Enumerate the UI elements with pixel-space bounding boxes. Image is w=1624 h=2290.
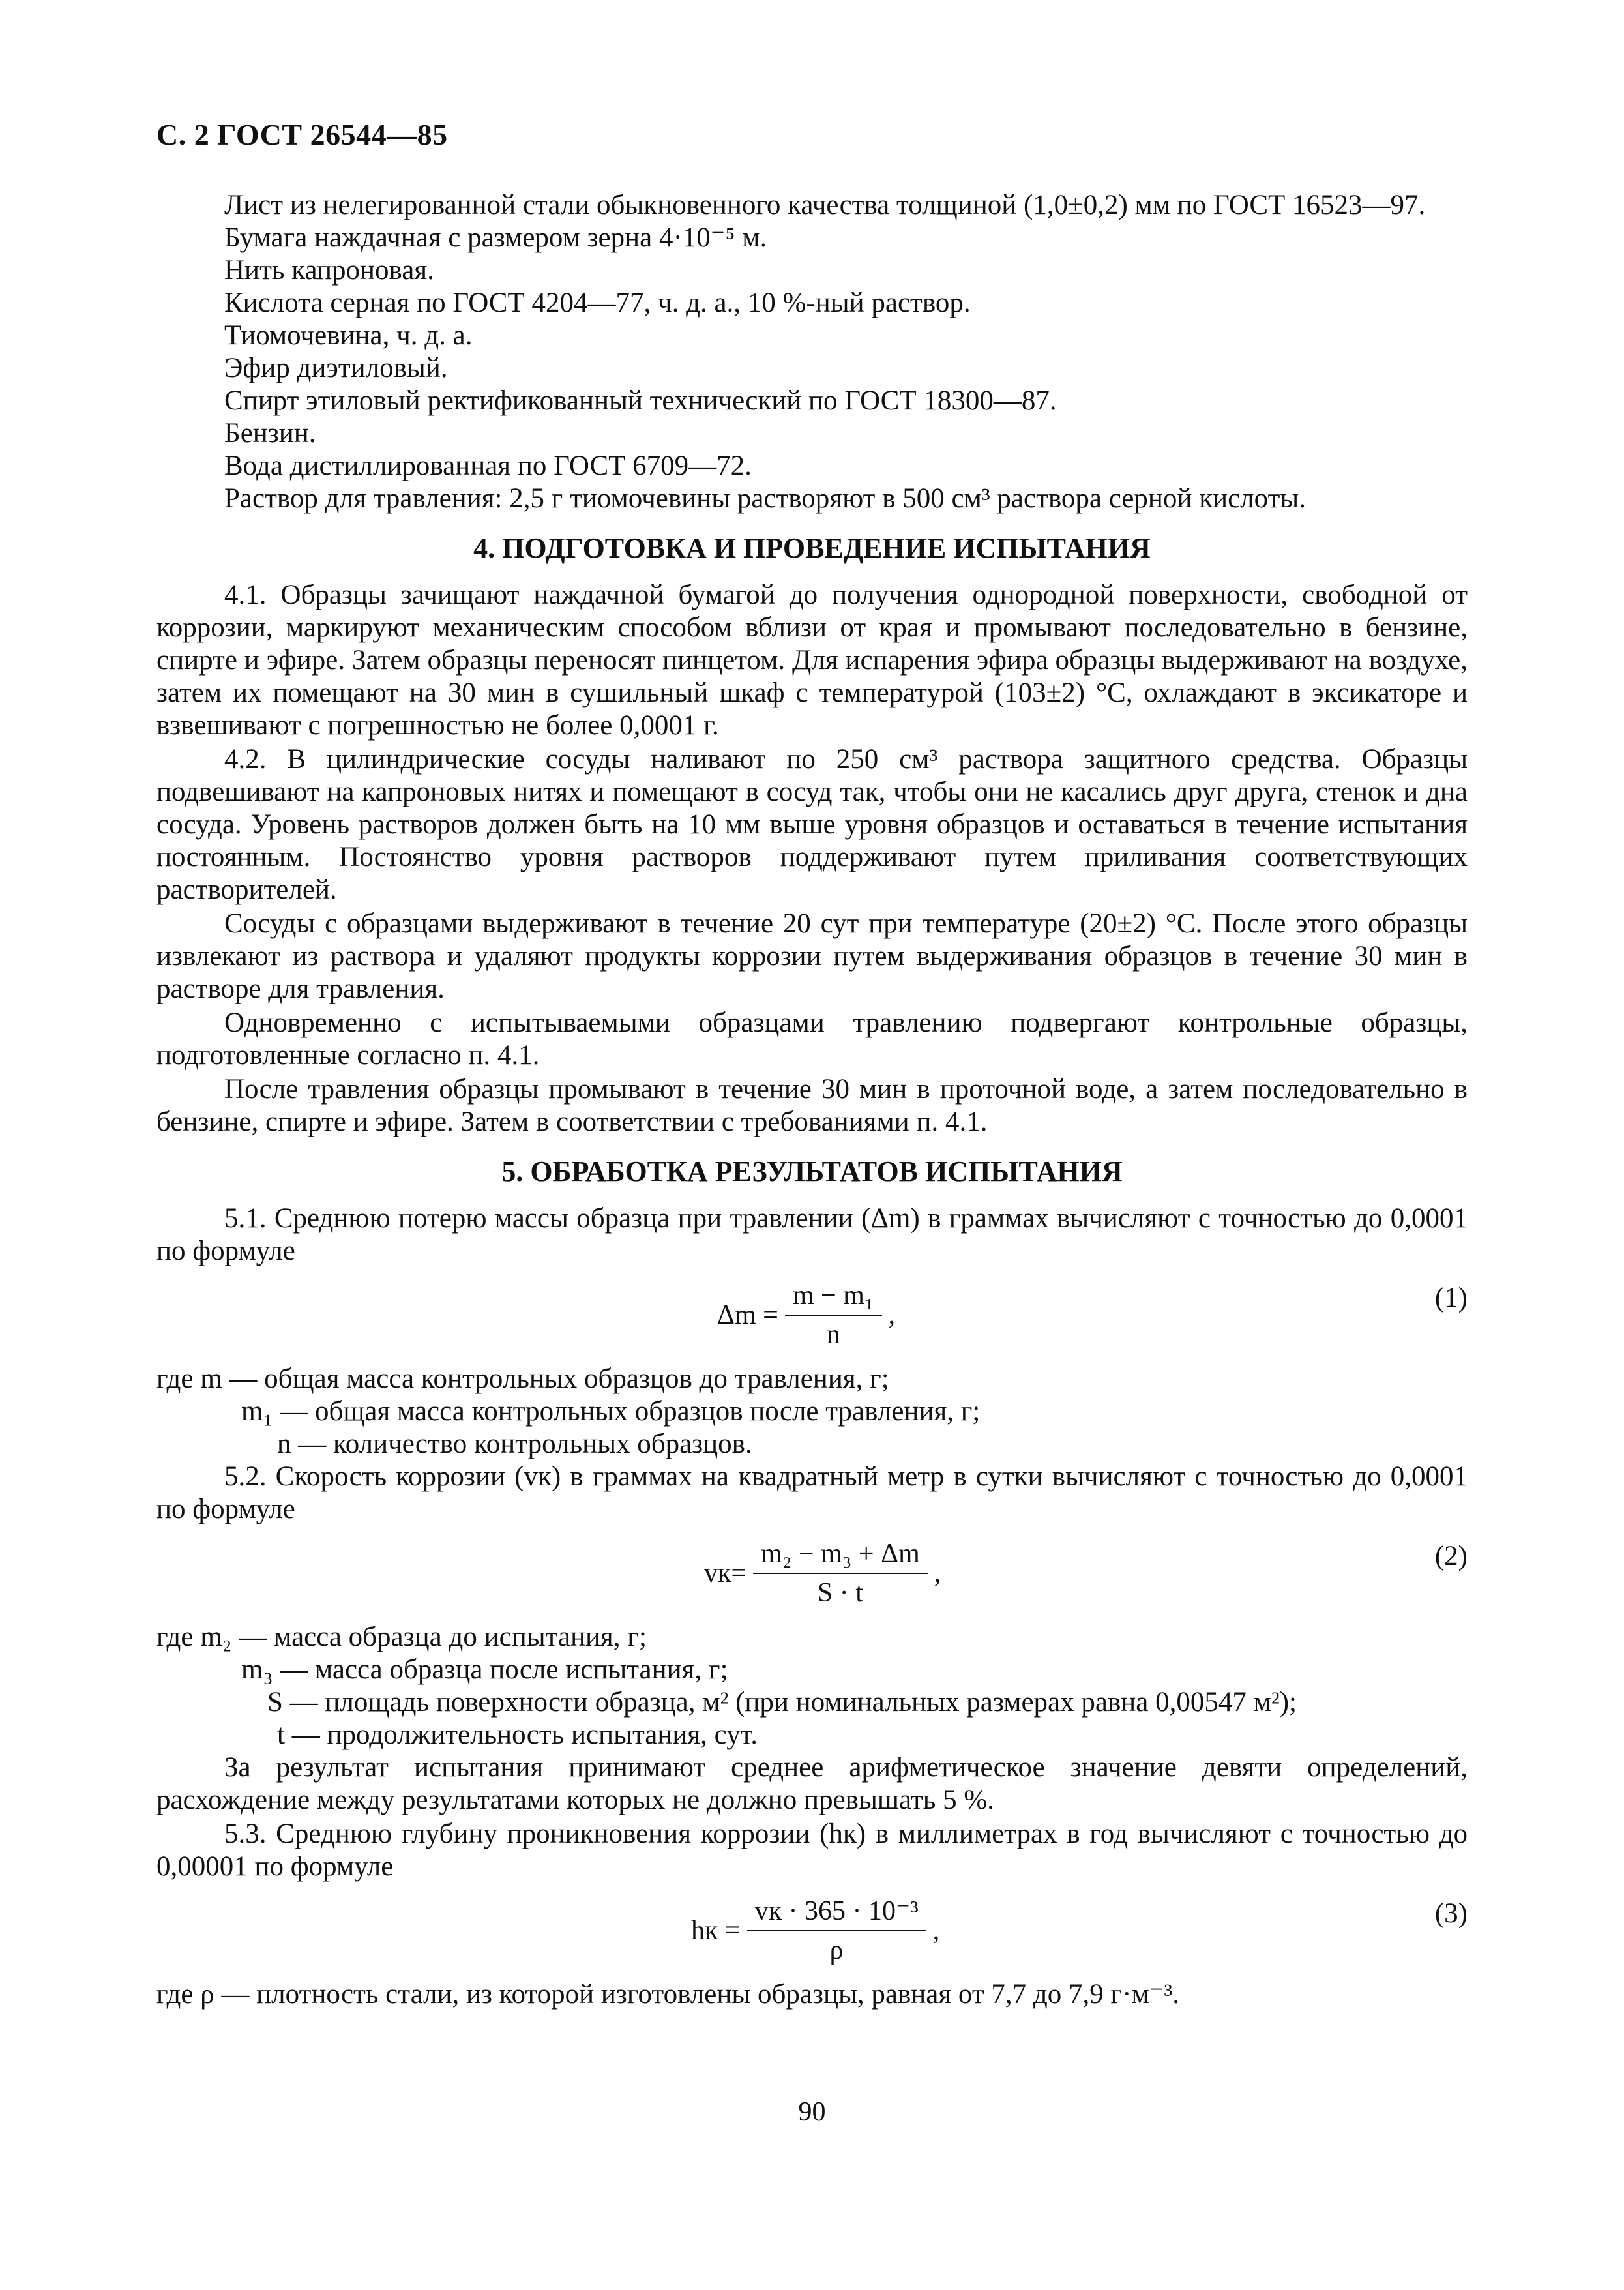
- list-item: Раствор для травления: 2,5 г тиомочевины растворяют в 500 см³ раствора серной кислоты.: [224, 483, 1307, 514]
- paragraph-5-1: 5.1. Среднюю потерю массы образца при травлении (Δm) в граммах вычисляют с точностью до 0,0001 по формуле: [156, 1203, 1468, 1266]
- equation-number: (3): [1434, 1898, 1468, 1929]
- list-item: Кислота серная по ГОСТ 4204—77, ч. д. а., 10 %-ный раствор.: [224, 288, 971, 318]
- definition: n — количество контрольных образцов.: [277, 1429, 752, 1459]
- section-5-title: 5. ОБРАБОТКА РЕЗУЛЬТАТОВ ИСПЫТАНИЯ: [501, 1155, 1123, 1187]
- equation-number: (1): [1434, 1283, 1468, 1313]
- numerator: vк · 365 · 10⁻³: [747, 1895, 926, 1931]
- list-item: Эфир диэтиловый.: [224, 353, 448, 383]
- paragraph-4-1: 4.1. Образцы зачищают наждачной бумагой до получения однородной поверхности, свободной от коррозии, маркируют механическим способом вблизи от края и промывают последовательно в бензине, спирте и эфире. Затем образцы переносят пинцетом. Для испарения эфира образцы выдерживают на воздухе, затем их помещают на 30 мин в сушильный шкаф с температурой (103±2) °С, охлаждают в эксикаторе и взвешивают с погрешностью не более 0,0001 г.: [156, 580, 1468, 741]
- list-item: Лист из нелегированной стали обыкновенного качества толщиной (1,0±0,2) мм по ГОСТ 16523—97.: [224, 190, 1426, 220]
- denominator: n: [826, 1320, 840, 1350]
- paragraph-4-2: 4.2. В цилиндрические сосуды наливают по 250 см³ раствора защитного средства. Образцы подвешивают на капроновых нитях и помещают в сосуд так, чтобы они не касались друг друга, стенок и дна сосуда. Уровень растворов должен быть на 10 мм выше уровня образцов и оставаться в течение испытания постоянным. Постоянство уровня растворов поддерживают путем приливания соответствующих растворителей.: [156, 744, 1468, 905]
- page-header: С. 2 ГОСТ 26544—85: [156, 118, 448, 151]
- definition: m₃ — масса образца после испытания, г;: [241, 1654, 728, 1685]
- definition: m₁ — общая масса контрольных образцов после травления, г;: [241, 1396, 981, 1427]
- definition: где m — общая масса контрольных образцов до травления, г;: [156, 1363, 889, 1394]
- list-item: Вода дистиллированная по ГОСТ 6709—72.: [224, 451, 752, 481]
- definition: где m₂ — масса образца до испытания, г;: [156, 1622, 647, 1652]
- formula-3: [156, 1888, 1468, 1973]
- numerator: m₂ − m₃ + Δm: [753, 1538, 928, 1574]
- formula-tail: ,: [934, 1558, 941, 1588]
- formula-lhs: Δm =: [717, 1300, 778, 1330]
- definition: S — площадь поверхности образца, м² (при номинальных размерах равна 0,00547 м²);: [267, 1687, 1297, 1718]
- definition: где ρ — плотность стали, из которой изготовлены образцы, равная от 7,7 до 7,9 г·м⁻³.: [156, 1979, 1180, 2010]
- list-item: Бумага наждачная с размером зерна 4·10⁻⁵ м.: [224, 222, 767, 253]
- paragraph-5-2-result: За результат испытания принимают среднее арифметическое значение девяти определений, расхождение между результатами которых не должно превышать 5 %.: [156, 1752, 1468, 1815]
- list-item: Спирт этиловый ректификованный технический по ГОСТ 18300—87.: [224, 385, 1057, 416]
- list-item: Бензин.: [224, 418, 316, 449]
- materials-list: [224, 189, 1468, 515]
- denominator: ρ: [829, 1935, 844, 1965]
- definitions-2: [156, 1621, 1468, 1751]
- section-4-title: 4. ПОДГОТОВКА И ПРОВЕДЕНИЕ ИСПЫТАНИЯ: [473, 532, 1151, 564]
- formula-tail: ,: [888, 1300, 896, 1330]
- paragraph-5-3: 5.3. Среднюю глубину проникновения коррозии (hк) в миллиметрах в год вычисляют с точностью до 0,00001 по формуле: [156, 1819, 1468, 1882]
- fraction: [753, 1538, 928, 1609]
- list-item: Тиомочевина, ч. д. а.: [224, 320, 473, 351]
- formula-1: [156, 1273, 1468, 1358]
- paragraph-4-2-b: Сосуды с образцами выдерживают в течение 20 сут при температуре (20±2) °С. После этого образцы извлекают из раствора и удаляют продукты коррозии путем выдерживания образцов в течение 30 мин в растворе для травления.: [156, 908, 1468, 1004]
- page-number: 90: [798, 2097, 826, 2127]
- fraction: [747, 1895, 926, 1967]
- numerator: m − m₁: [785, 1279, 882, 1316]
- list-item: Нить капроновая.: [224, 255, 434, 286]
- definition: t — продолжительность испытания, сут.: [277, 1719, 758, 1750]
- fraction: [785, 1279, 882, 1351]
- formula-lhs: vк=: [704, 1558, 747, 1588]
- formula-lhs: hк =: [691, 1916, 741, 1946]
- paragraph-4-2-d: После травления образцы промывают в течение 30 мин в проточной воде, а затем последовательно в бензине, спирте и эфире. Затем в соответствии с требованиями п. 4.1.: [156, 1074, 1468, 1137]
- paragraph-5-2: 5.2. Скорость коррозии (vк) в граммах на квадратный метр в сутки вычисляют с точностью до 0,0001 по формуле: [156, 1461, 1468, 1524]
- page-content: [156, 189, 1468, 2011]
- equation-number: (2): [1434, 1541, 1468, 1571]
- formula-2: [156, 1531, 1468, 1616]
- definitions-1: [156, 1363, 1468, 1461]
- paragraph-4-2-c: Одновременно с испытываемыми образцами травлению подвергают контрольные образцы, подготовленные согласно п. 4.1.: [156, 1007, 1468, 1071]
- denominator: S · t: [817, 1578, 863, 1608]
- formula-tail: ,: [932, 1916, 940, 1946]
